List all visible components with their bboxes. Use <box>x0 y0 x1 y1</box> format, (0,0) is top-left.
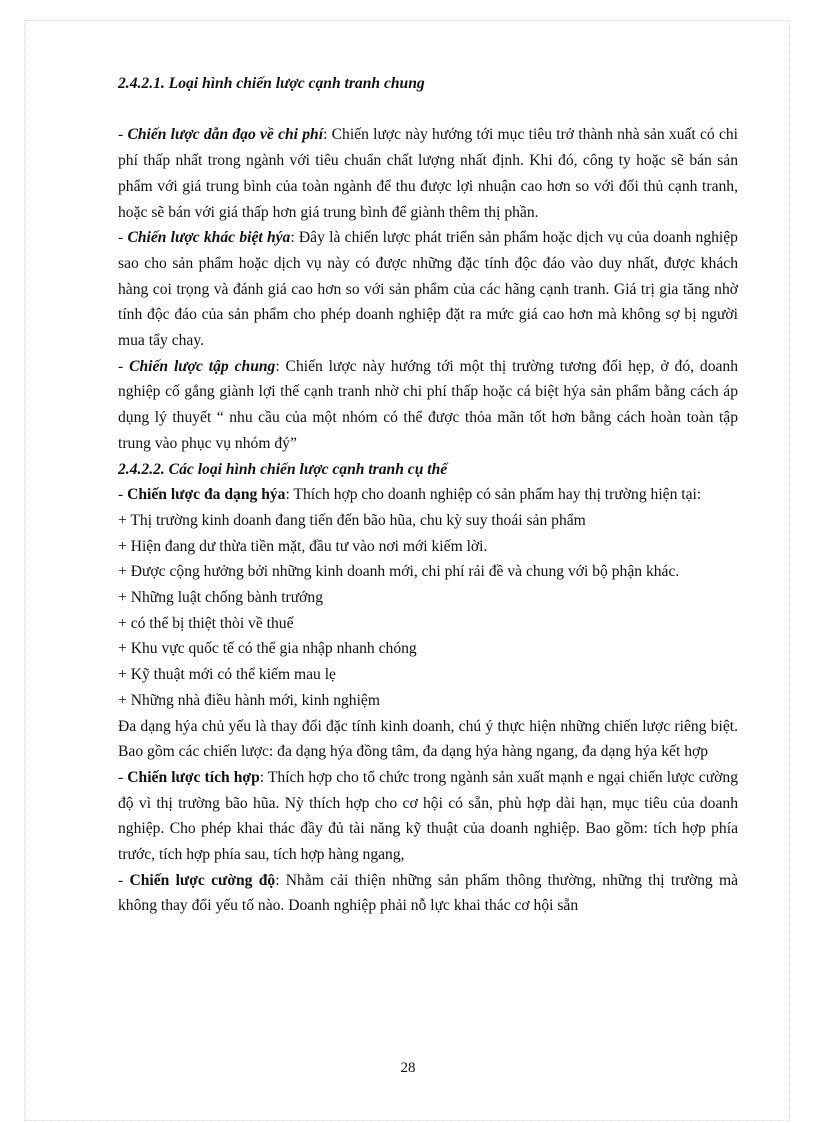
bullet-item: + Được cộng hưởng bởi những kinh doanh mới, chi phí rải đề và chung với bộ phận khác. <box>118 563 680 581</box>
paragraph-text: : Thích hợp cho tổ chức trong ngành sản xuất mạnh e ngại chiến lược cường độ vì thị trường bão hũa. Nỳ thích hợp cho cơ hội có sẵn, phù hợp dài hạn, mục tiêu của doanh nghiệp. Cho phép khai thác đầy đủ tài năng kỹ thuật của doanh nghiệp. Bao gồm: tích hợp phía trước, tích hợp phía sau, tích hợp hàng ngang, <box>118 768 739 864</box>
paragraph-cost-leadership <box>118 122 738 225</box>
term-integration: Chiến lược tích hợp <box>127 768 260 786</box>
document-body <box>118 71 738 919</box>
paragraph-diversification <box>118 482 738 508</box>
term-differentiation: Chiến lược khác biệt hýa <box>127 229 291 247</box>
bullet-item: + Thị trường kinh doanh đang tiến đến bão hũa, chu kỳ suy thoái sản phẩm <box>118 511 586 529</box>
term-focus: Chiến lược tập chung <box>129 357 276 375</box>
spacer <box>118 97 738 123</box>
term-diversification: Chiến lược đa dạng hýa <box>127 486 286 504</box>
paragraph-prefix: - <box>118 229 128 247</box>
paragraph-text: : Chiến lược này hướng tới mục tiêu trở thành nhà sản xuất có chi phí thấp nhất trong ngành với tiêu chuẩn chất lượng nhất định. Khi đó, công ty hoặc sẽ bán sản phẩm với giá trung bình của toàn ngành để thu được lợi nhuận cao hơn so với đối thủ cạnh tranh, hoặc sẽ bán với giá thấp hơn giá trung bình để giành thêm thị phần. <box>118 126 738 221</box>
paragraph-prefix: - <box>118 486 128 504</box>
page-number: 28 <box>400 1060 416 1076</box>
section-heading-2-4-2-2: 2.4.2.2. Các loại hình chiến lược cạnh tranh cụ thể <box>118 460 448 478</box>
paragraph-intensive <box>118 868 738 919</box>
bullet-item: + Kỹ thuật mới có thể kiếm mau lẹ <box>118 666 336 684</box>
paragraph-differentiation <box>118 225 738 354</box>
paragraph-text: : Nhằm cải thiện những sản phẩm thông thường, những thị trường mà không thay đổi yếu tố nào. Doanh nghiệp phải nỗ lực khai thác cơ hội sẵn <box>118 871 738 915</box>
section-heading-2-4-2-1: 2.4.2.1. Loại hình chiến lược cạnh tranh chung <box>118 75 425 92</box>
paragraph-focus <box>118 354 738 457</box>
paragraph-integration <box>118 765 738 868</box>
term-cost-leadership: Chiến lược dẫn đạo về chi phí <box>127 126 324 144</box>
paragraph-prefix: - <box>118 871 130 889</box>
paragraph-text: : Chiến lược này hướng tới một thị trường tương đối hẹp, ở đó, doanh nghiệp cố gắng giành lợi thế cạnh tranh nhờ chi phí thấp hoặc cá biệt hýa sản phẩm bằng cách áp dụng lý thuyết “ nhu cầu của một nhóm có thể được thỏa mãn tốt hơn bằng cách hoàn toàn tập trung vào phục vụ nhóm đý” <box>118 357 739 452</box>
bullet-item: + Hiện đang dư thừa tiền mặt, đầu tư vào nơi mới kiếm lời. <box>118 537 488 555</box>
page-bottom-divider <box>24 1120 788 1121</box>
paragraph-prefix: - <box>118 357 130 375</box>
bullet-item: + Những nhà điều hành mới, kinh nghiệm <box>118 691 380 709</box>
paragraph-prefix: - <box>118 768 128 786</box>
bullet-item: + Khu vực quốc tế có thể gia nhập nhanh chóng <box>118 640 417 658</box>
bullet-item: + Những luật chống bành trướng <box>118 589 324 607</box>
paragraph-diversification-summary: Đa dạng hýa chủ yếu là thay đổi đặc tính kinh doanh, chú ý thực hiện những chiến lược riêng biệt. Bao gồm các chiến lược: đa dạng hýa đồng tâm, đa dạng hýa hàng ngang, đa dạng hýa kết hợp <box>118 717 738 761</box>
paragraph-prefix: - <box>118 126 128 144</box>
term-intensive: Chiến lược cường độ <box>129 871 276 889</box>
bullet-item: + có thể bị thiệt thòi về thuế <box>118 614 294 632</box>
paragraph-text: : Đây là chiến lược phát triển sản phẩm hoặc dịch vụ của doanh nghiệp sao cho sản phẩm hoặc dịch vụ này có được những đặc tính độc đáo vào duy nhất, được khách hàng coi trọng và đánh giá cao hơn so với sản phẩm của các hãng cạnh tranh. Giá trị gia tăng nhờ tính độc đáo của sản phẩm cho phép doanh nghiệp đặt ra mức giá cao hơn mà không sợ bị người mua tẩy chay. <box>118 229 738 350</box>
paragraph-text: : Thích hợp cho doanh nghiệp có sản phẩm hay thị trường hiện tại: <box>285 486 702 504</box>
